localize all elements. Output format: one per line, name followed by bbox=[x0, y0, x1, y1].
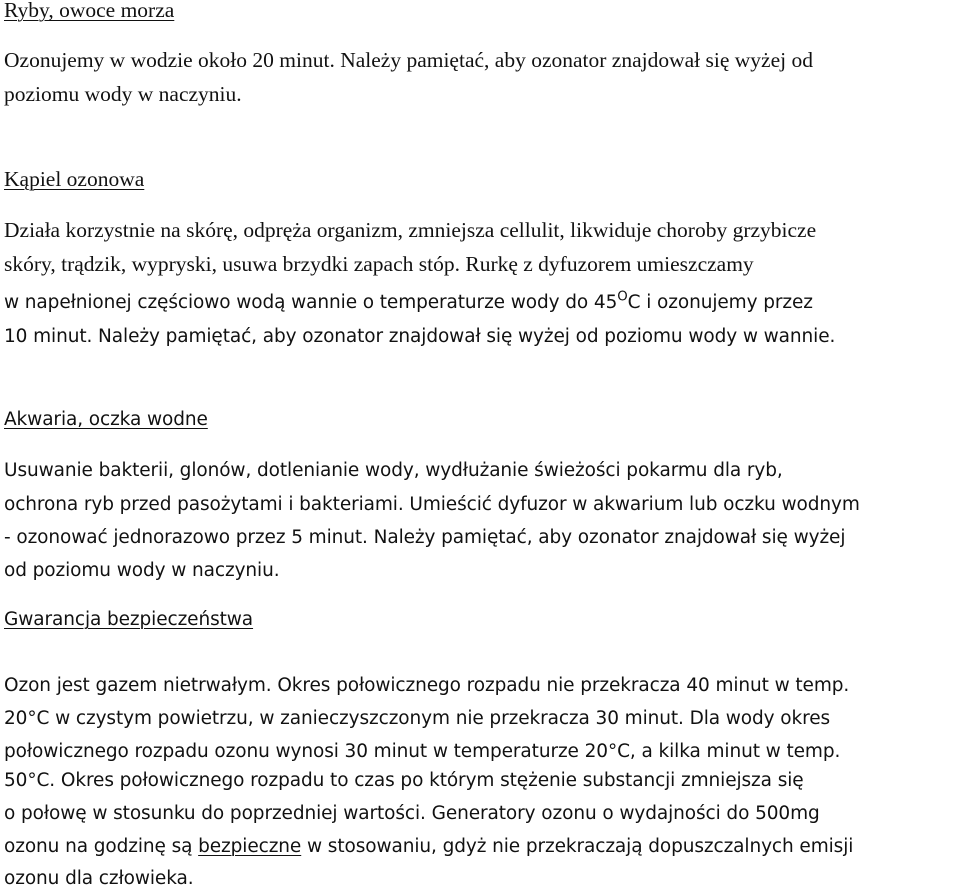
aquarium-line-2: ochrona ryb przed pasożytami i bakteriami. Umieścić dyfuzor w akwarium lub oczku wodnym bbox=[4, 494, 860, 515]
heading-bath: Kąpiel ozonowa bbox=[4, 167, 145, 191]
bath-line-3 bbox=[4, 290, 813, 316]
aquarium-line-1: Usuwanie bakterii, glonów, dotlenianie wody, wydłużanie świeżości pokarmu dla ryb, bbox=[4, 460, 783, 481]
aquarium-line-4: od poziomu wody w naczyniu. bbox=[4, 560, 280, 581]
degree-symbol: O bbox=[617, 289, 628, 305]
fish-line-1: Ozonujemy w wodzie około 20 minut. Należy pamiętać, aby ozonator znajdował się wyżej od bbox=[4, 48, 813, 72]
bath-line-1: Działa korzystnie na skórę, odpręża organizm, zmniejsza cellulit, likwiduje choroby grzybicze bbox=[4, 218, 817, 242]
bath-line-4: 10 minut. Należy pamiętać, aby ozonator znajdował się wyżej od poziomu wody w wannie. bbox=[4, 326, 836, 347]
safety-line-2: 20°C w czystym powietrzu, w zanieczyszczonym nie przekracza 30 minut. Dla wody okres bbox=[4, 708, 831, 729]
safety-line-7: ozonu dla człowieka. bbox=[4, 868, 194, 889]
bath-line-3-rest: C i ozonujemy przez bbox=[627, 292, 813, 313]
heading-aquarium: Akwaria, oczka wodne bbox=[4, 409, 208, 430]
bath-line-2: skóry, trądzik, wypryski, usuwa brzydki zapach stóp. Rurkę z dyfuzorem umieszczamy bbox=[4, 252, 754, 276]
fish-line-2: poziomu wody w naczyniu. bbox=[4, 82, 242, 106]
heading-fish: Ryby, owoce morza bbox=[4, 0, 175, 22]
heading-safety: Gwarancja bezpieczeństwa bbox=[4, 609, 254, 630]
safety-line-3: połowicznego rozpadu ozonu wynosi 30 minut w temperaturze 20°C, a kilka minut w temp. bbox=[4, 741, 841, 762]
safety-line-6-rest: w stosowaniu, gdyż nie przekraczają dopuszczalnych emisji bbox=[301, 836, 854, 857]
safety-line-4: 50°C. Okres połowicznego rozpadu to czas po którym stężenie substancji zmniejsza się bbox=[4, 770, 804, 791]
bath-line-3-text: w napełnionej częściowo wodą wannie o temperaturze wody do 45 bbox=[4, 292, 618, 313]
aquarium-line-3: - ozonować jednorazowo przez 5 minut. Należy pamiętać, aby ozonator znajdował się wyżej bbox=[4, 527, 846, 548]
safety-line-6-text: ozonu na godzinę są bbox=[4, 836, 199, 857]
safety-line-1: Ozon jest gazem nietrwałym. Okres połowicznego rozpadu nie przekracza 40 minut w temp. bbox=[4, 675, 850, 696]
safety-line-6 bbox=[4, 834, 853, 860]
safety-line-5: o połowę w stosunku do poprzedniej wartości. Generatory ozonu o wydajności do 500mg bbox=[4, 803, 820, 824]
bezpieczne-link[interactable]: bezpieczne bbox=[198, 836, 302, 857]
